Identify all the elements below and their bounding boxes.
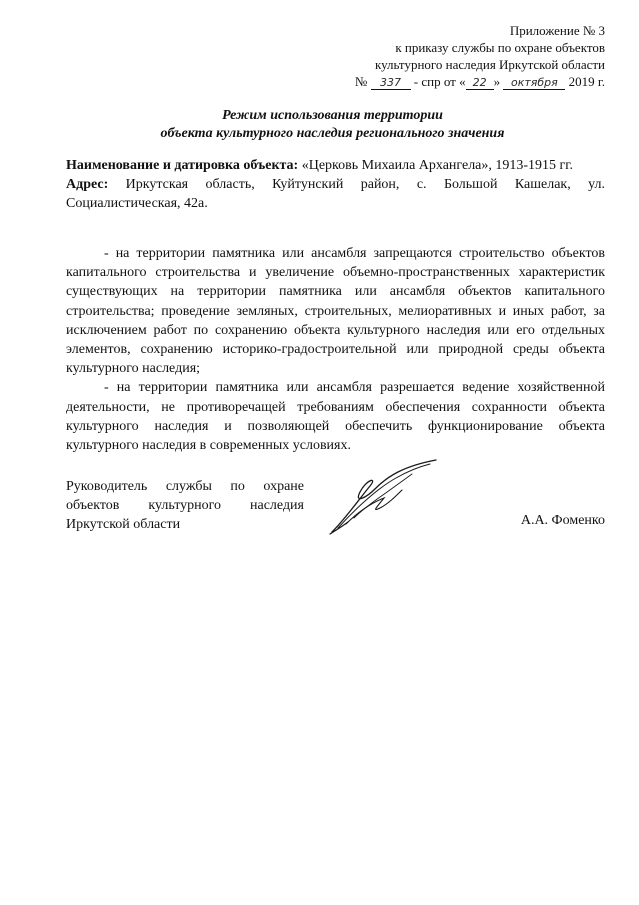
object-address-label: Адрес:: [66, 177, 109, 192]
day-close: »: [493, 74, 501, 89]
object-name-row: [66, 156, 605, 175]
title-line-1: Режим использования территории: [222, 108, 443, 123]
appendix-label: Приложение № 3: [509, 23, 605, 38]
signer-position: Руководитель службы по охране объектов культурного наследия Иркутской области: [66, 479, 304, 532]
order-line-2: культурного наследия Иркутской области: [374, 57, 605, 72]
document-title: [60, 107, 605, 143]
rule-permissions: - на территории памятника или ансамбля разрешается ведение хозяйственной деятельности, не противоречащей требованиям обеспечения сохранности объекта культурного наследия и позволяющей обеспечить функционирование объекта культурного наследия в современных условиях.: [66, 380, 605, 454]
handwritten-signature-icon: [326, 458, 446, 536]
signer-name: А.А. Фоменко: [520, 513, 605, 528]
handwritten-order-number: 337: [371, 77, 411, 90]
object-address-row: [66, 175, 605, 213]
object-address-value: Иркутская область, Куйтунский район, с. Большой Кашелак, ул. Социалистическая, 42а.: [66, 177, 605, 211]
handwritten-day: 22: [466, 77, 494, 90]
order-number-line: [305, 73, 605, 90]
order-line-1: к приказу службы по охране объектов: [395, 40, 605, 55]
object-info: [66, 156, 605, 213]
rule-prohibitions: - на территории памятника или ансамбля запрещаются строительство объектов капитального строительства и увеличение объемно-пространственных характеристик существующих на территории памятника или ансамбля объектов капитального строительства; проведение земляных, строительных, мелиоративных и иных работ, за исключением работ по сохранению объекта культурного наследия или его отдельных элементов, сохранению историко-градостроительной или природной среды объекта культурного наследия;: [66, 246, 605, 377]
object-name-label: Наименование и датировка объекта:: [66, 158, 299, 173]
number-prefix: №: [354, 74, 368, 89]
handwritten-month: октября: [503, 77, 565, 90]
appendix-reference: [305, 22, 605, 90]
number-suffix: - спр от «: [413, 74, 466, 89]
order-year: 2019 г.: [568, 74, 605, 89]
object-name-value: «Церковь Михаила Архангела», 1913-1915 гг.: [301, 158, 573, 173]
regime-rules: [66, 244, 605, 455]
title-line-2: объекта культурного наследия регионального значения: [160, 126, 505, 141]
